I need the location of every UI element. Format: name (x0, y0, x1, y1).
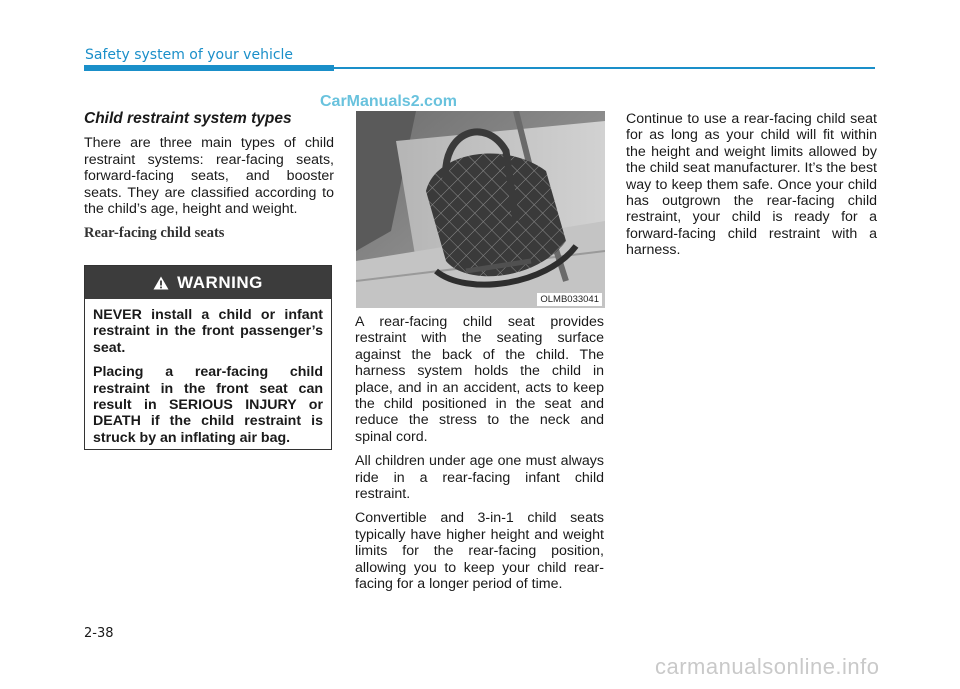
warning-label: WARNING (177, 272, 263, 292)
warning-body (85, 299, 331, 446)
header-rule-thin (334, 67, 875, 69)
watermark-bottom: carmanualsonline.info (655, 654, 880, 679)
warning-box (84, 265, 332, 450)
column2-paragraph-3: Convertible and 3-in-1 child seats typically have higher height and weight limits for the rear-facing position, allowing you to keep your child rear-facing for a longer period of time. (355, 510, 604, 593)
column-2 (355, 314, 604, 601)
subheading-rear-facing: Rear-facing child seats (84, 225, 225, 242)
warning-header (85, 266, 331, 299)
section-title: Safety system of your vehicle (85, 47, 294, 63)
column-1 (84, 111, 334, 250)
warning-paragraph-1: NEVER install a child or infant restraint in the front passenger’s seat. (93, 307, 323, 356)
intro-paragraph: There are three main types of child restraint systems: rear-facing seats, forward-facing seats, and booster seats. They are classified according to the child’s age, height and weight. (84, 135, 334, 218)
warning-triangle-icon (153, 276, 169, 290)
section-heading: Child restraint system types (84, 110, 292, 127)
column-3 (626, 111, 877, 267)
page-number: 2-38 (84, 626, 114, 641)
figure-code: OLMB033041 (537, 293, 602, 306)
column2-paragraph-1: A rear-facing child seat provides restraint with the seating surface against the back of the child. The harness system holds the child in place, and in an accident, acts to keep the child positioned in the seat and reduce the stress to the neck and spinal cord. (355, 314, 604, 445)
rear-facing-seat-photo (356, 111, 605, 308)
column2-paragraph-2: All children under age one must always ride in a rear-facing infant child restraint. (355, 453, 604, 503)
watermark-top: CarManuals2.com (320, 93, 457, 110)
child-seat-illustration (356, 111, 605, 308)
warning-paragraph-2: Placing a rear-facing child restraint in the front seat can result in SERIOUS INJURY or DEATH if the child restraint is struck by an inflating air bag. (93, 364, 323, 446)
header-rule-thick (84, 65, 334, 71)
column3-paragraph-1: Continue to use a rear-facing child seat for as long as your child will fit within the height and weight limits allowed by the child seat manufacturer. It’s the best way to keep them safe. Once your child has outgrown the rear-facing child restraint, your child is ready for a forward-facing child restraint with a harness. (626, 111, 877, 259)
